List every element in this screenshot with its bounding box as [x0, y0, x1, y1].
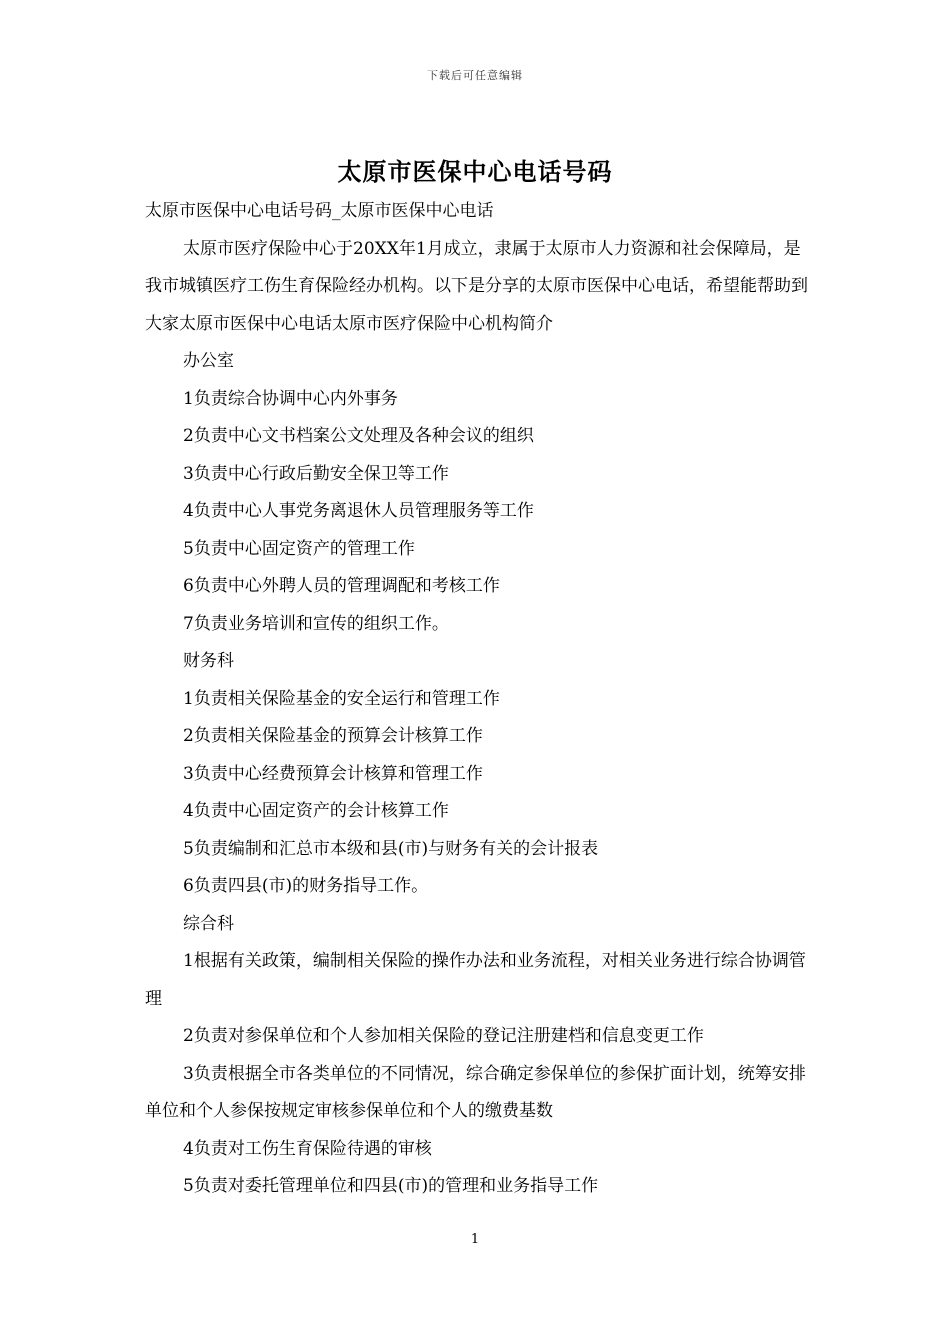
list-item: 2负责相关保险基金的预算会计核算工作	[183, 726, 483, 746]
document-body	[145, 193, 810, 1206]
subtitle: 太原市医保中心电话号码_太原市医保中心电话	[145, 201, 494, 221]
list-item: 1负责相关保险基金的安全运行和管理工作	[183, 688, 500, 709]
list-item: 5负责中心固定资产的管理工作	[183, 538, 415, 559]
list-item: 4负责中心人事党务离退休人员管理服务等工作	[183, 501, 534, 521]
intro-paragraph: 太原市医疗保险中心于20XX年1月成立，隶属于太原市人力资源和社会保障局，是我市城镇医疗工伤生育保险经办机构。以下是分享的太原市医保中心电话，希望能帮助到大家太原市医保中心电话太原市医疗保险中心机构简介	[145, 238, 808, 334]
section-heading-general: 综合科	[183, 913, 234, 934]
list-item: 3负责中心行政后勤安全保卫等工作	[183, 463, 449, 484]
section-heading-office: 办公室	[183, 351, 234, 371]
section-heading-finance: 财务科	[183, 651, 234, 671]
list-item: 1根据有关政策，编制相关保险的操作办法和业务流程，对相关业务进行综合协调管理	[145, 951, 806, 1009]
list-item: 7负责业务培训和宣传的组织工作。	[183, 613, 449, 634]
document-title: 太原市医保中心电话号码	[337, 157, 613, 186]
list-item: 5负责对委托管理单位和四县(市)的管理和业务指导工作	[183, 1176, 599, 1196]
list-item: 4负责对工伤生育保险待遇的审核	[183, 1138, 432, 1159]
list-item: 1负责综合协调中心内外事务	[183, 388, 398, 409]
list-item: 6负责中心外聘人员的管理调配和考核工作	[183, 576, 500, 596]
list-item: 4负责中心固定资产的会计核算工作	[183, 801, 449, 821]
list-item: 3负责根据全市各类单位的不同情况，综合确定参保单位的参保扩面计划，统筹安排单位和个人参保按规定审核参保单位和个人的缴费基数	[145, 1063, 806, 1121]
list-item: 3负责中心经费预算会计核算和管理工作	[183, 763, 483, 784]
list-item: 2负责对参保单位和个人参加相关保险的登记注册建档和信息变更工作	[183, 1026, 704, 1046]
list-item: 6负责四县(市)的财务指导工作。	[183, 876, 429, 896]
header-note: 下载后可任意编辑	[427, 69, 523, 82]
list-item: 5负责编制和汇总市本级和县(市)与财务有关的会计报表	[183, 838, 599, 859]
list-item: 2负责中心文书档案公文处理及各种会议的组织	[183, 426, 534, 446]
page-number: 1	[470, 1232, 480, 1247]
